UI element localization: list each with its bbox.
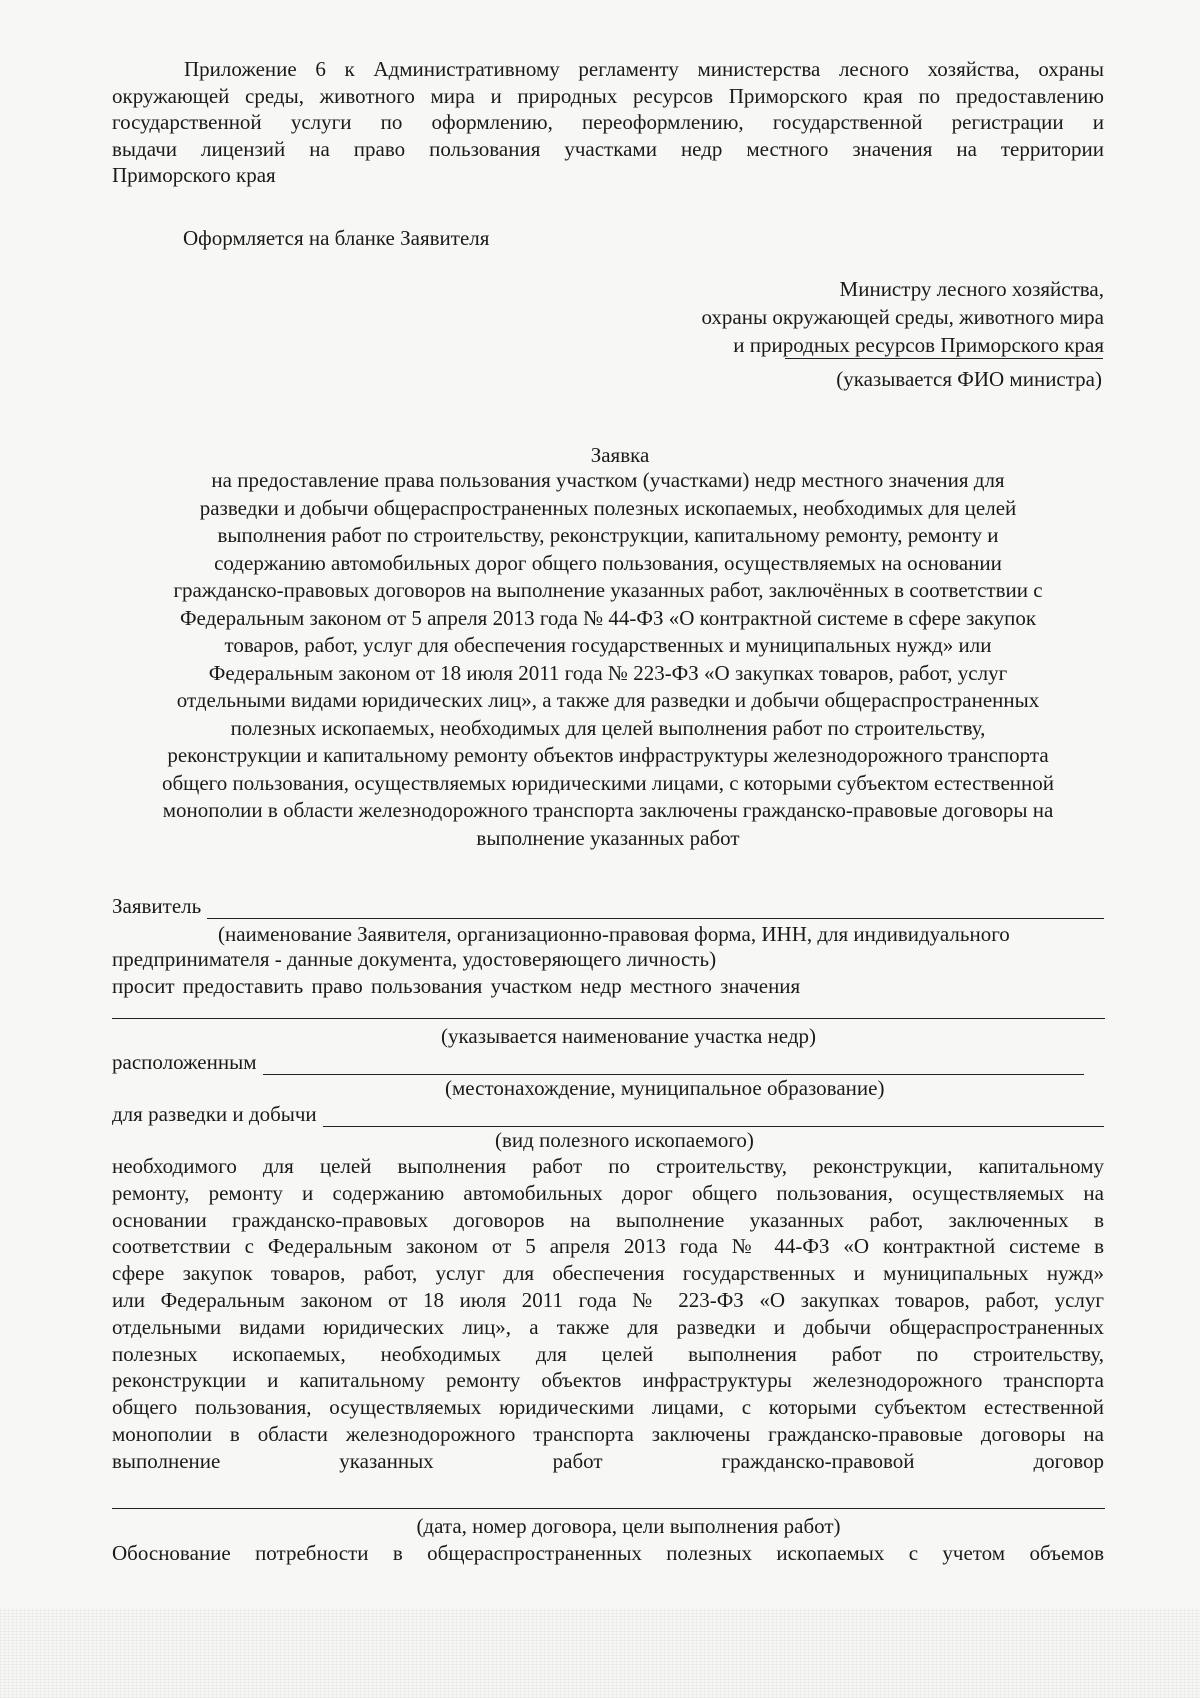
annex-line: Приложение 6 к Административному регламенту министерства лесного хозяйства, охраны — [184, 57, 1104, 81]
title-line: гражданско-правовых договоров на выполнение указанных работ, заключённых в соответствии с — [173, 578, 1043, 602]
annex-line: государственной услуги по оформлению, переоформлению, государственной регистрации и — [112, 110, 1104, 134]
contract-caption: (дата, номер договора, цели выполнения работ) — [416, 1514, 841, 1538]
justification-text — [112, 1540, 1104, 1567]
body-line: отдельными видами юридических лиц», а также для разведки и добычи общераспространенных — [112, 1314, 1104, 1339]
located-input-line[interactable] — [263, 1054, 1085, 1075]
body-line: реконструкции и капитальному ремонту объектов инфраструктуры железнодорожного транспорта — [112, 1368, 1104, 1393]
minister-name-line[interactable] — [785, 358, 1103, 359]
title-line: разведки и добычи общераспространенных полезных ископаемых, необходимых для целей — [199, 495, 1017, 520]
located-row — [112, 1049, 1104, 1075]
body-paragraph — [112, 1153, 1104, 1475]
body-line: основании гражданско-правовых договоров на выполнение указанных работ, заключенных в — [112, 1207, 1104, 1232]
body-line: или Федеральным законом от 18 июля 2011 года № 223-ФЗ «О закупках товаров, работ, услуг — [112, 1287, 1104, 1312]
addressee-line: и природных ресурсов Приморского края — [733, 333, 1104, 357]
mining-row — [112, 1101, 1104, 1127]
annex-line: Приморского края — [112, 163, 276, 187]
applicant-input-line[interactable] — [207, 898, 1104, 919]
title-text — [108, 467, 1108, 852]
body-line: выполнение указанных работ гражданско-правовой договор — [112, 1448, 1104, 1473]
body-line: ремонту, ремонту и содержанию автомобильных дорог общего пользования, осуществляемых на — [112, 1180, 1104, 1205]
mining-input-line[interactable] — [323, 1106, 1104, 1127]
body-line: соответствии с Федеральным законом от 5 апреля 2013 года № 44-ФЗ «О контрактной системе в — [112, 1234, 1104, 1259]
title-line: отдельными видами юридических лиц», а также для разведки и добычи общераспространенных — [176, 688, 1040, 712]
request-text: просит предоставить право пользования участком недр местного значения — [112, 974, 801, 998]
body-line: сфере закупок товаров, работ, услуг для обеспечения государственных и муниципальных нужд» — [112, 1261, 1104, 1286]
title-line: товаров, работ, услуг для обеспечения государственных и муниципальных нужд» или — [224, 633, 992, 657]
contract-line[interactable] — [112, 1508, 1105, 1509]
title-line: выполнение указанных работ — [476, 825, 740, 850]
form-note: Оформляется на бланке Заявителя — [183, 226, 490, 250]
title-line: реконструкции и капитальному ремонту объектов инфраструктуры железнодорожного транспорта — [167, 743, 1049, 767]
addressee-line: охраны окружающей среды, животного мира — [701, 305, 1104, 329]
located-caption: (местонахождение, муниципальное образование) — [445, 1076, 885, 1100]
body-line: полезных ископаемых, необходимых для целей выполнения работ по строительству, — [112, 1341, 1104, 1366]
plot-name-caption: (указывается наименование участка недр) — [441, 1024, 816, 1048]
title-line: на предоставление права пользования участком (участками) недр местного значения для — [211, 468, 1005, 492]
addressee — [544, 275, 1104, 359]
body-line: монополии в области железнодорожного транспорта заключены гражданско-правовые договоры на — [112, 1421, 1104, 1446]
title-line: содержанию автомобильных дорог общего пользования, осуществляемых на основании — [214, 550, 1002, 575]
title-line: выполнения работ по строительству, реконструкции, капитальному ремонту, ремонту и — [217, 523, 999, 547]
applicant-caption-1: (наименование Заявителя, организационно-правовая форма, ИНН, для индивидуального — [218, 922, 1010, 946]
title-heading: Заявка — [590, 443, 650, 467]
annex-line: окружающей среды, животного мира и природных ресурсов Приморского края по предоставлению — [112, 83, 1104, 108]
mining-caption: (вид полезного ископаемого) — [495, 1128, 754, 1152]
title-line: общего пользования, осуществляемых юридическими лицами, с которыми субъектом естественной — [161, 770, 1055, 795]
mining-label: для разведки и добычи — [112, 1102, 317, 1126]
title-line: полезных ископаемых, необходимых для целей выполнения работ по строительству, — [230, 715, 986, 740]
body-line: общего пользования, осуществляемых юридическими лицами, с которыми субъектом естественной — [112, 1395, 1104, 1420]
located-label: расположенным — [112, 1050, 257, 1074]
annex-paragraph — [112, 56, 1104, 189]
title-line: Федеральным законом от 18 июля 2011 года № 223-ФЗ «О закупках товаров, работ, услуг — [208, 660, 1008, 685]
addressee-line: Министру лесного хозяйства, — [839, 277, 1104, 301]
applicant-caption-2: предпринимателя - данные документа, удостоверяющего личность) — [112, 947, 717, 971]
title-line: монополии в области железнодорожного транспорта заключены гражданско-правовые договоры на — [162, 798, 1054, 822]
annex-line: выдачи лицензий на право пользования участками недр местного значения на территории — [112, 136, 1104, 161]
plot-name-line[interactable] — [112, 1018, 1105, 1019]
justification-line: Обоснование потребности в общераспространенных полезных ископаемых с учетом объемов — [112, 1541, 1104, 1565]
applicant-row — [112, 893, 1104, 919]
applicant-label: Заявитель — [112, 894, 202, 918]
title-line: Федеральным законом от 5 апреля 2013 года № 44-ФЗ «О контрактной системе в сфере закупок — [179, 605, 1037, 630]
minister-name-caption: (указывается ФИО министра) — [836, 367, 1102, 391]
body-line: необходимого для целей выполнения работ по строительству, реконструкции, капитальному — [112, 1154, 1104, 1178]
